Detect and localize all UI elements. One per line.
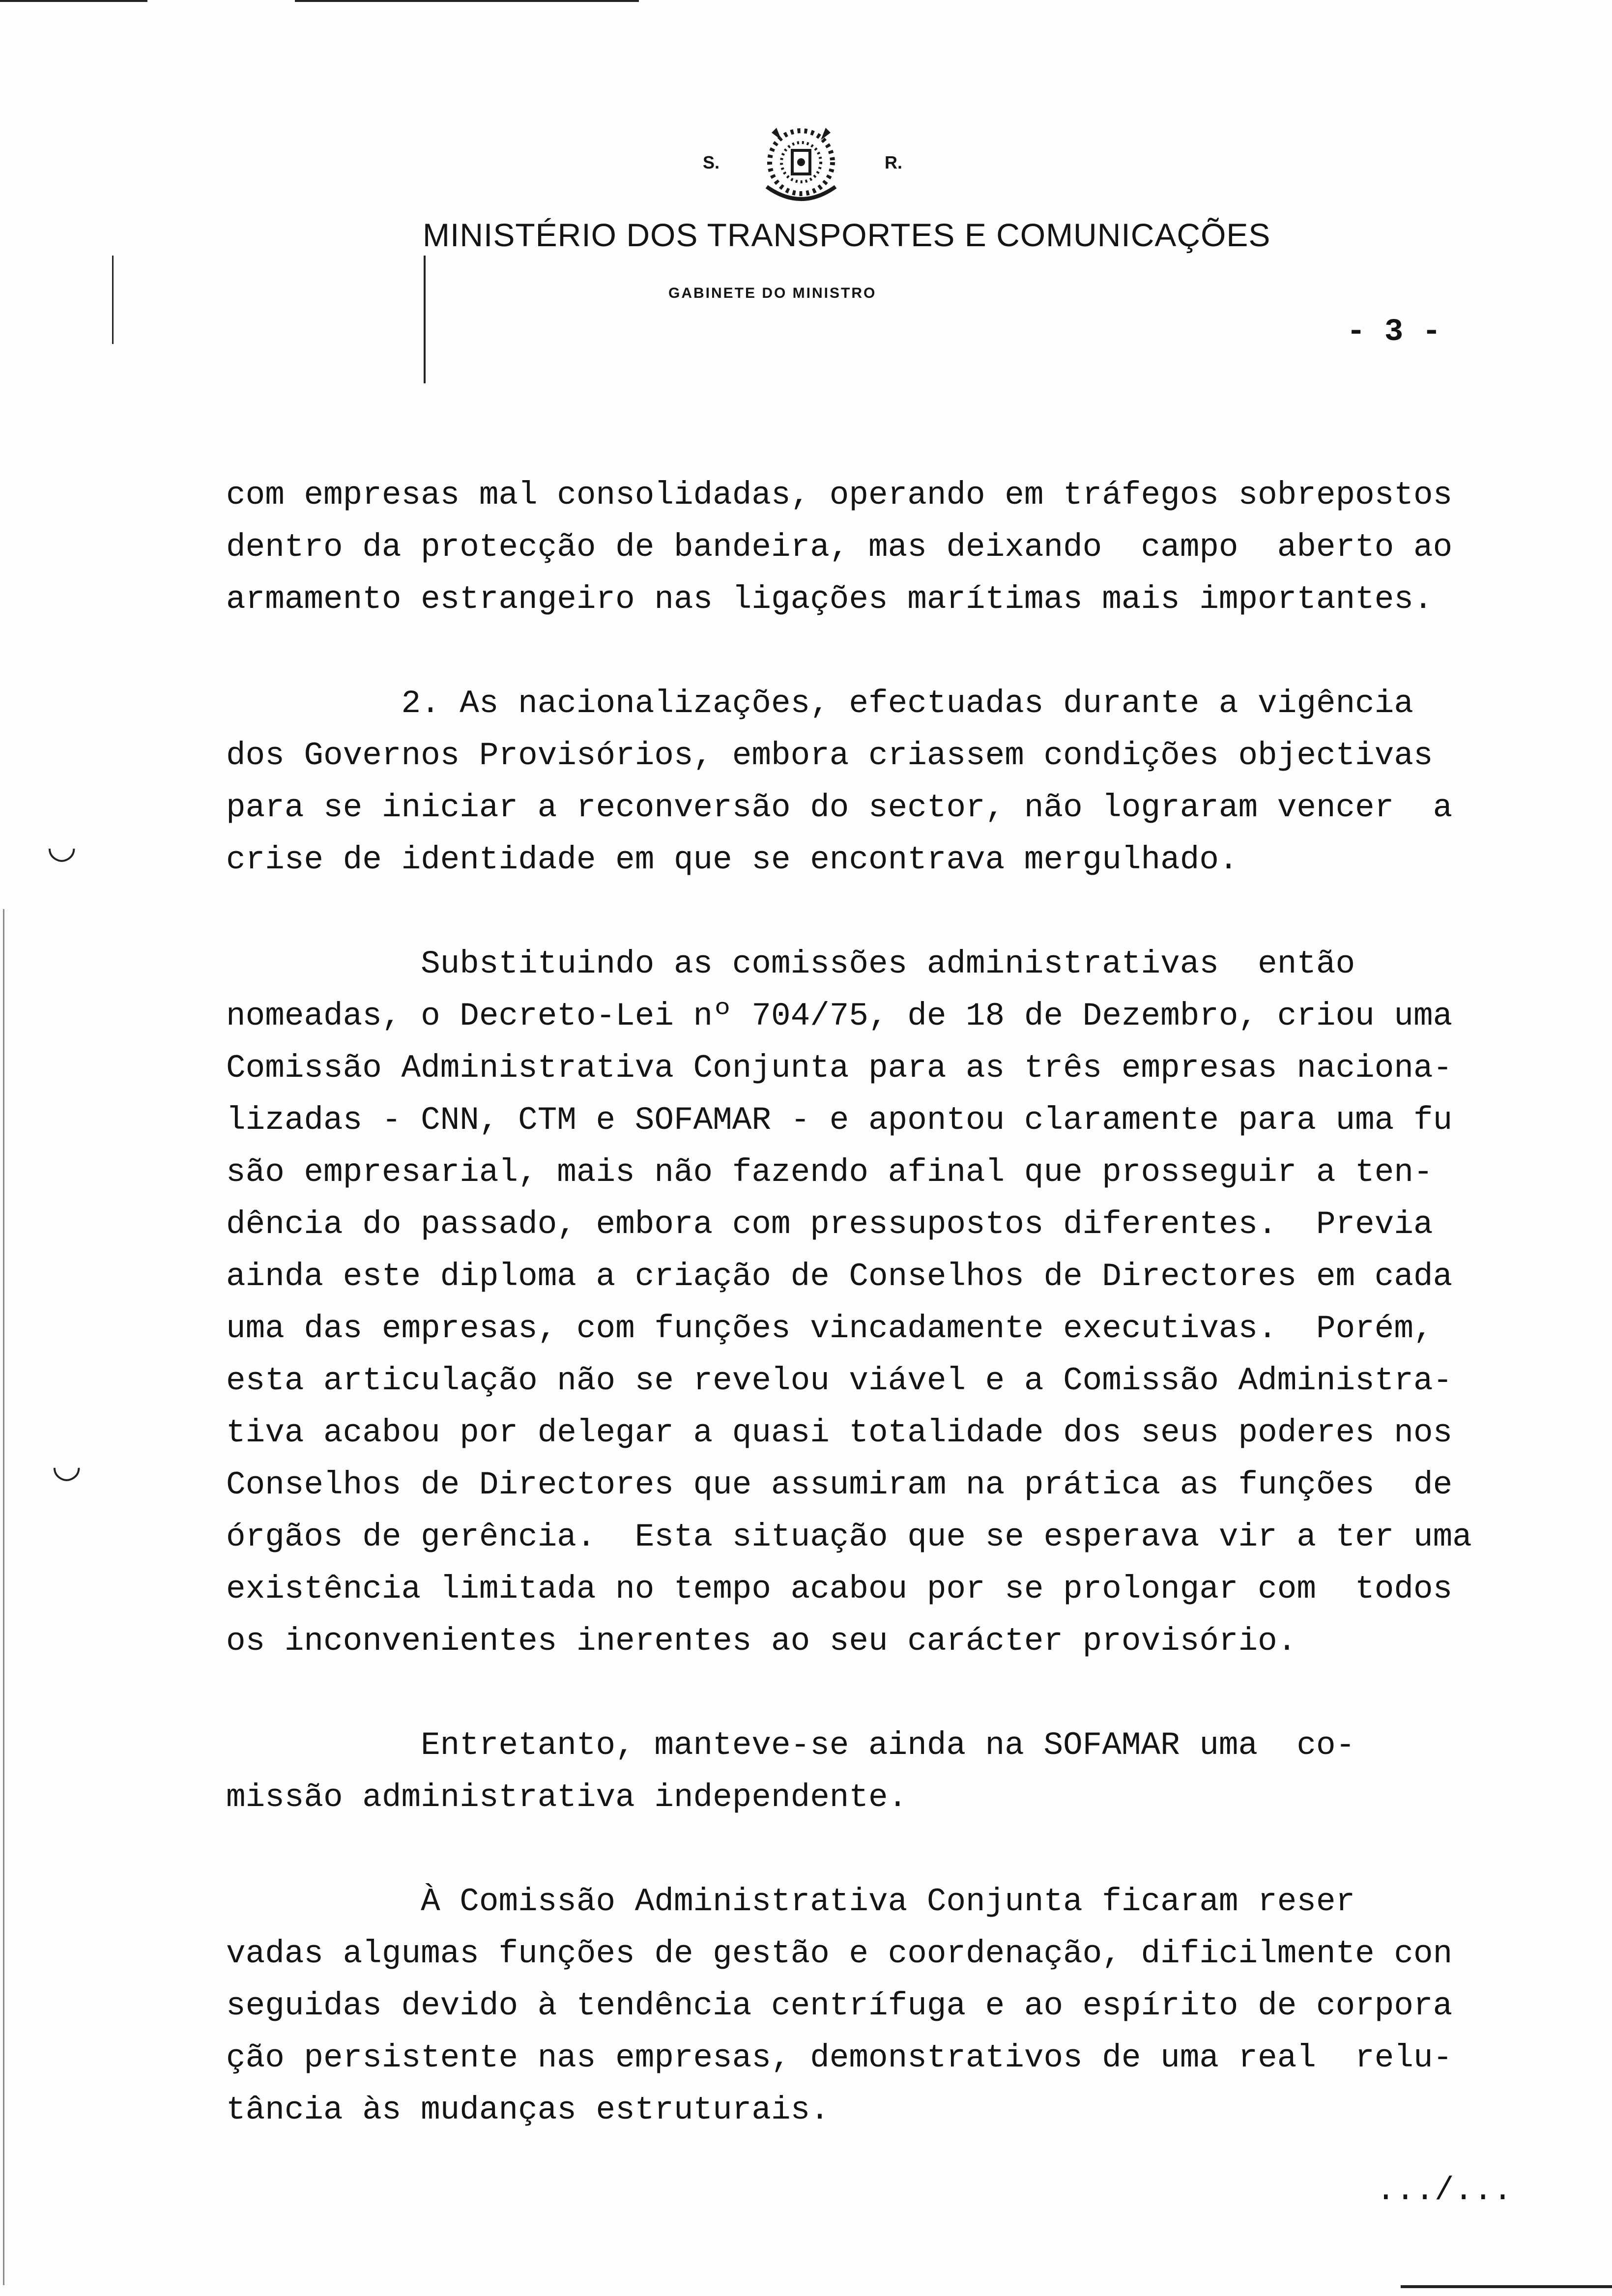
- text-line: lizadas - CNN, CTM e SOFAMAR - e apontou claramente para uma fu: [226, 1102, 1453, 1139]
- scan-left-margin: [3, 909, 4, 2285]
- text-line: Comissão Administrativa Conjunta para as três empresas naciona-: [226, 1050, 1453, 1087]
- text-line: tância às mudanças estruturais.: [226, 2092, 830, 2128]
- text-line: ção persistente nas empresas, demonstrativos de uma real relu-: [226, 2039, 1453, 2076]
- text-line: esta articulação não se revelou viável e a Comissão Administra-: [226, 1362, 1453, 1399]
- scan-bottom-edge: [1401, 2285, 1612, 2288]
- text-line: seguidas devido à tendência centrífuga e ao espírito de corpora: [226, 1987, 1453, 2024]
- text-line: dentro da protecção de bandeira, mas deixando campo aberto ao: [226, 529, 1453, 566]
- text-line: 2. As nacionalizações, efectuadas durante a vigência: [226, 685, 1413, 722]
- continuation-marker: .../...: [1376, 2172, 1513, 2209]
- text-line: nomeadas, o Decreto-Lei nº 704/75, de 18 de Dezembro, criou uma: [226, 998, 1453, 1034]
- text-line: ainda este diploma a criação de Conselhos de Directores em cada: [226, 1258, 1453, 1295]
- text-line: dos Governos Provisórios, embora criassem condições objectivas: [226, 737, 1433, 774]
- text-line: armamento estrangeiro nas ligações marítimas mais importantes.: [226, 581, 1433, 618]
- text-line: para se iniciar a reconversão do sector, não lograram vencer a: [226, 789, 1453, 826]
- paragraph-5: [226, 1876, 1514, 2136]
- letterhead-emblem: [688, 113, 924, 211]
- text-line: existência limitada no tempo acabou por se prolongar com todos: [226, 1571, 1453, 1607]
- text-line: Entretanto, manteve-se ainda na SOFAMAR uma co-: [226, 1727, 1355, 1764]
- text-line: Substituindo as comissões administrativas então: [226, 946, 1355, 982]
- paragraph-2: [226, 678, 1514, 886]
- header-margin-rule: [424, 256, 426, 383]
- coat-of-arms-icon: [737, 113, 865, 211]
- text-line: uma das empresas, com funções vincadamente executivas. Porém,: [226, 1310, 1433, 1347]
- paragraph-3: [226, 938, 1514, 1667]
- text-line: crise de identidade em que se encontrava mergulhado.: [226, 841, 1238, 878]
- paragraph-1: [226, 469, 1514, 626]
- text-line: os inconvenientes inerentes ao seu carácter provisório.: [226, 1623, 1297, 1660]
- page-number: - 3 -: [1347, 315, 1441, 350]
- text-line: com empresas mal consolidadas, operando em tráfegos sobrepostos: [226, 477, 1453, 514]
- ministry-title: MINISTÉRIO DOS TRANSPORTES E COMUNICAÇÕES: [423, 217, 1271, 253]
- text-line: vadas algumas funções de gestão e coordenação, dificilmente con: [226, 1935, 1453, 1972]
- text-line: tiva acabou por delegar a quasi totalidade dos seus poderes nos: [226, 1414, 1453, 1451]
- text-line: Conselhos de Directores que assumiram na prática as funções de: [226, 1466, 1453, 1503]
- text-line: são empresarial, mais não fazendo afinal que prosseguir a ten-: [226, 1154, 1433, 1191]
- text-line: dência do passado, embora com pressupostos diferentes. Previa: [226, 1206, 1433, 1243]
- text-line: órgãos de gerência. Esta situação que se esperava vir a ter uma: [226, 1519, 1472, 1555]
- scan-top-edge: [0, 0, 147, 2]
- cabinet-subtitle: GABINETE DO MINISTRO: [668, 285, 877, 301]
- letter-s: S.: [703, 152, 720, 172]
- binding-hole-mark: ◡: [52, 1445, 82, 1485]
- text-line: missão administrativa independente.: [226, 1779, 908, 1816]
- paragraph-4: [226, 1720, 1514, 1824]
- binding-hole-mark: ◡: [47, 826, 77, 866]
- letter-r: R.: [885, 152, 902, 172]
- text-line: À Comissão Administrativa Conjunta ficaram reser: [226, 1883, 1355, 1920]
- letter-body: [226, 469, 1514, 2188]
- scan-top-edge: [295, 0, 639, 2]
- left-margin-rule: [112, 256, 114, 344]
